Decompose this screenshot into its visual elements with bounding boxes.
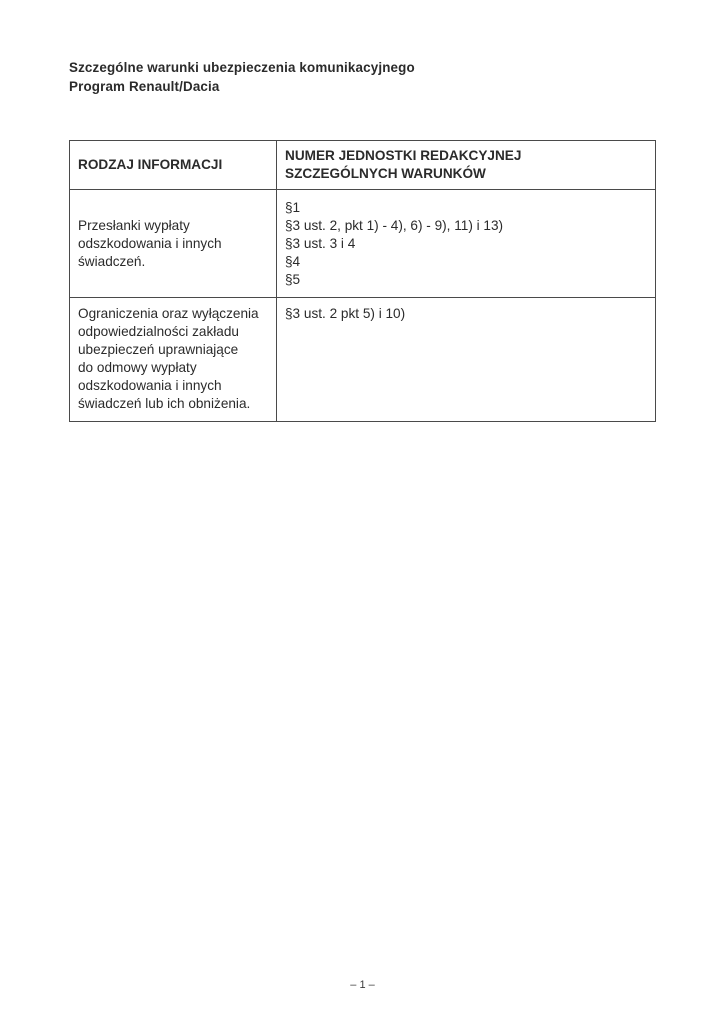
information-table [69, 140, 656, 422]
column-header-unit-number-line1: NUMER JEDNOSTKI REDAKCYJNEJ [285, 148, 522, 163]
info-text-line: odpowiedzialności zakładu [78, 324, 239, 339]
table-row [70, 190, 656, 298]
info-text-line: Ograniczenia oraz wyłączenia [78, 306, 259, 321]
title-line-program: Program Renault/Dacia [69, 79, 220, 94]
info-text-line: odszkodowania i innych [78, 378, 222, 393]
info-text-line: odszkodowania i innych [78, 236, 222, 251]
info-type-cell [70, 190, 277, 298]
column-header-info-type: RODZAJ INFORMACJI [70, 141, 277, 190]
unit-number-cell [277, 298, 656, 422]
document-title [69, 58, 415, 96]
unit-reference: §3 ust. 3 i 4 [285, 236, 356, 251]
table-header-row [70, 141, 656, 190]
title-line-conditions: Szczególne warunki ubezpieczenia komunikacyjnego [69, 60, 415, 75]
unit-reference: §3 ust. 2, pkt 1) - 4), 6) - 9), 11) i 13) [285, 218, 504, 233]
column-header-unit-number [277, 141, 656, 190]
unit-reference: §3 ust. 2 pkt 5) i 10) [285, 306, 406, 321]
info-text-line: do odmowy wypłaty [78, 360, 197, 375]
unit-number-cell [277, 190, 656, 298]
unit-reference: §5 [285, 272, 301, 287]
info-text-line: świadczeń. [78, 254, 146, 269]
column-header-unit-number-line2: SZCZEGÓLNYCH WARUNKÓW [285, 166, 486, 181]
info-type-cell [70, 298, 277, 422]
table-row [70, 298, 656, 422]
info-text-line: Przesłanki wypłaty [78, 218, 190, 233]
info-text-line: świadczeń lub ich obniżenia. [78, 396, 251, 411]
unit-reference: §1 [285, 200, 301, 215]
page-number: – 1 – [350, 979, 375, 991]
info-text-line: ubezpieczeń uprawniające [78, 342, 239, 357]
unit-reference: §4 [285, 254, 301, 269]
